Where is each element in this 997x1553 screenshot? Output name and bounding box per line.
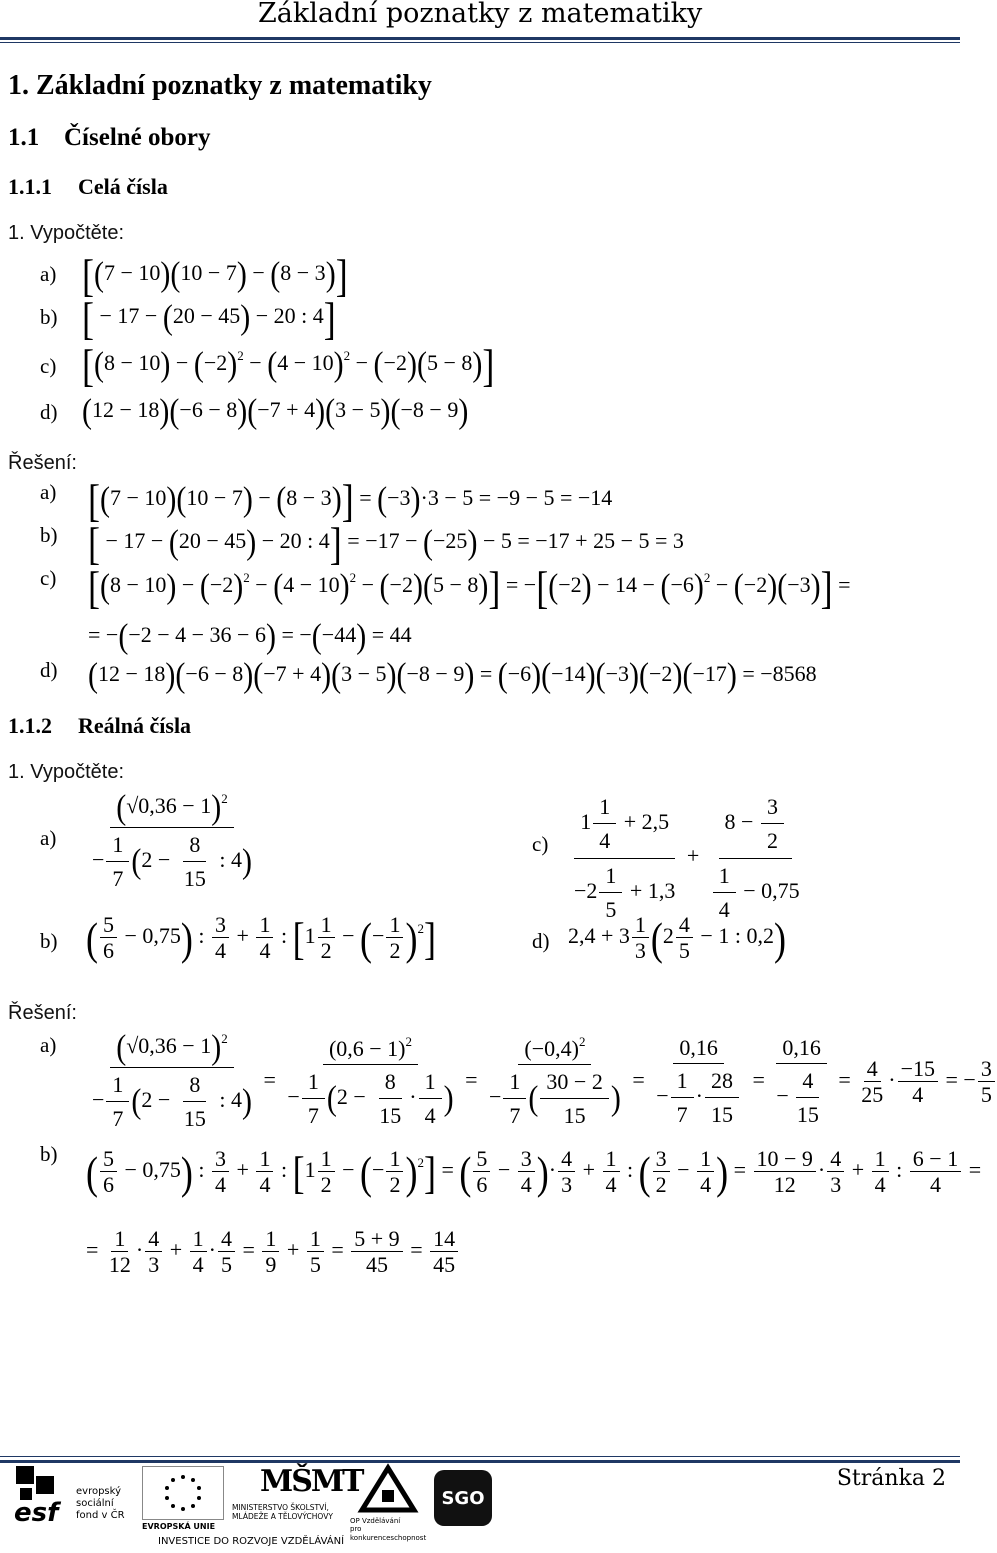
subsection-number: 1.1.1: [8, 174, 52, 199]
expression: (12 − 18)(−6 − 8)(−7 + 4)(3 − 5)(−8 − 9): [82, 392, 469, 431]
solution-expression: = $\frac{1}{12}$ · $\frac{4}{3}$ + $\frac{1}{4}$ · $\frac{4}{5}$ = $\frac{1}{9}$ + $\frac{1}{5}$ = $\frac{5 + 9}{45}$ = $\frac{14}{45}$: [86, 1226, 460, 1278]
solution-expression: $(√0,36 - 1)^2$ − $\frac{1}{7}$ (2 − $\frac{8}{15}$ : 4) = $(0,6 - 1)^2$ − $\frac{1}{7}$ (2 − $\frac{8}{15}$ · $\frac{1}{4}$ ) = $(-0,4)^2$ − $\frac{1}{7}$ ( $\frac{30 - 2}{15}$ ) = 0,16 − $\frac{1}{7}$ · $\frac{28}{15}$ = 0,16 − $\frac{4}{15}$ = $\frac{4}{25}$ · $\frac{-15}{4}$ = − $\frac{3}{5}$: [86, 1032, 997, 1132]
eu-logo: [142, 1466, 228, 1536]
expression: $(√0,36 - 1)^2$ − $\frac{1}{7}$ (2 − $\frac{8}{15}$ : 4): [92, 788, 252, 892]
footer-rule: [0, 1456, 960, 1457]
subsection-heading-reals: [8, 713, 191, 739]
sgo-logo: SGO: [434, 1470, 492, 1526]
solution-label: Řešení:: [8, 452, 77, 474]
header-title: Základní poznatky z matematiky: [258, 0, 703, 29]
expression: [(7 − 10)(10 − 7) − (8 − 3)]: [82, 251, 348, 301]
header-rule-thin: [0, 42, 960, 43]
eu-flag-icon: [142, 1466, 224, 1520]
header-rule: [0, 37, 960, 40]
item-label: b): [40, 305, 58, 329]
esf-caption: evropský sociální fond v ČR: [76, 1486, 125, 1521]
solution-expression: $[(8 - 10) - (-2)^2 - (4 - 10)^2 - (-2)(5 - 8)] = -[(-2) - 14 - (-6)^2 - (-2)(-3)]$ =: [88, 563, 851, 613]
esf-logo: [14, 1464, 136, 1534]
item-label: d): [532, 929, 550, 953]
solution-expression: = −(−2 − 4 − 36 − 6) = −(−44) = 44: [88, 617, 412, 656]
subsection-heading-integers: [8, 174, 168, 200]
section-title: Číselné obory: [64, 124, 211, 151]
solution-expression: [(7 − 10)(10 − 7) − (8 − 3)] = (−3)·3 − 5 = −9 − 5 = −14: [88, 476, 613, 526]
subsection-title: Reálná čísla: [78, 713, 192, 738]
solution-expression: ( $\frac{5}{6}$ − 0,75) : $\frac{3}{4}$ + $\frac{1}{4}$ : [1 $\frac{1}{2}$ − (− $\frac{1}{2}$ )$^2$] = ( $\frac{5}{6}$ − $\frac{3}{4}$ )· $\frac{4}{3}$ + $\frac{1}{4}$ : ( $\frac{3}{2}$ − $\frac{1}{4}$ ) = $\frac{10 - 9}{12}$ · $\frac{4}{3}$ + $\frac{1}{4}$ : $\frac{6 - 1}{4}$ =: [86, 1146, 982, 1198]
msmt-logo: [232, 1464, 363, 1536]
item-label: d): [40, 658, 58, 682]
op-mark-icon: [358, 1466, 418, 1512]
msmt-caption: MINISTERSTVO ŠKOLSTVÍ, MLÁDEŽE A TĚLOVÝCHOVY: [232, 1503, 333, 1521]
item-label: a): [40, 480, 57, 504]
page-number: Stránka 2: [836, 1466, 946, 1491]
expression: 2,4 + 3 $\frac{1}{3}$ (2 $\frac{4}{5}$ − 1 : 0,2): [568, 912, 786, 964]
footer-rule-thick: [0, 1460, 960, 1463]
item-label: b): [40, 523, 58, 547]
item-label: c): [40, 566, 57, 590]
item-label: a): [40, 1033, 57, 1057]
op-logo: [350, 1466, 430, 1542]
section-number: 1.1: [8, 124, 40, 151]
expression: $[(8 - 10) - (-2)^2 - (4 - 10)^2 - (-2)(5 - 8)]$: [82, 341, 495, 391]
item-label: b): [40, 1142, 58, 1166]
footer-bottom-caption: INVESTICE DO ROZVOJE VZDĚLÁVÁNÍ: [158, 1536, 345, 1547]
task-label: 1. Vypočtěte:: [8, 222, 124, 244]
footer-logos: [14, 1464, 485, 1544]
item-label: a): [40, 826, 57, 850]
item-label: c): [532, 832, 549, 856]
item-label: b): [40, 929, 58, 953]
chapter-heading: 1. Základní poznatky z matematiky: [8, 70, 432, 101]
solution-label: Řešení:: [8, 1002, 77, 1024]
subsection-number: 1.1.2: [8, 713, 52, 738]
subsection-title: Celá čísla: [78, 174, 168, 199]
task-label: 1. Vypočtěte:: [8, 761, 124, 783]
item-label: d): [40, 400, 58, 424]
expression: ( $\frac{5}{6}$ − 0,75) : $\frac{3}{4}$ + $\frac{1}{4}$ : [1 $\frac{1}{2}$ − (− $\frac{1}{2}$ )$^2$]: [86, 912, 436, 964]
eu-caption: EVROPSKÁ UNIE: [142, 1522, 216, 1531]
solution-expression: (12 − 18)(−6 − 8)(−7 + 4)(3 − 5)(−8 − 9) = (−6)(−14)(−3)(−2)(−17) = −8568: [88, 656, 817, 695]
solution-expression: [ − 17 − (20 − 45) − 20 : 4] = −17 − (−25) − 5 = −17 + 25 − 5 = 3: [88, 519, 684, 569]
esf-text: esf: [14, 1498, 59, 1528]
section-heading: [8, 124, 211, 152]
msmt-mark-icon: MŠMT: [260, 1464, 363, 1499]
item-label: a): [40, 262, 57, 286]
expression: 1 $\frac{1}{4}$ + 2,5 −2 $\frac{1}{5}$ + 1,3 + 8 − $\frac{3}{2}$ $\frac{1}{4}$ − 0,75: [574, 794, 800, 922]
expression: [ − 17 − (20 − 45) − 20 : 4]: [82, 294, 336, 344]
op-caption: OP Vzdělávání pro konkurenceschopnost: [350, 1517, 427, 1542]
item-label: c): [40, 354, 57, 378]
